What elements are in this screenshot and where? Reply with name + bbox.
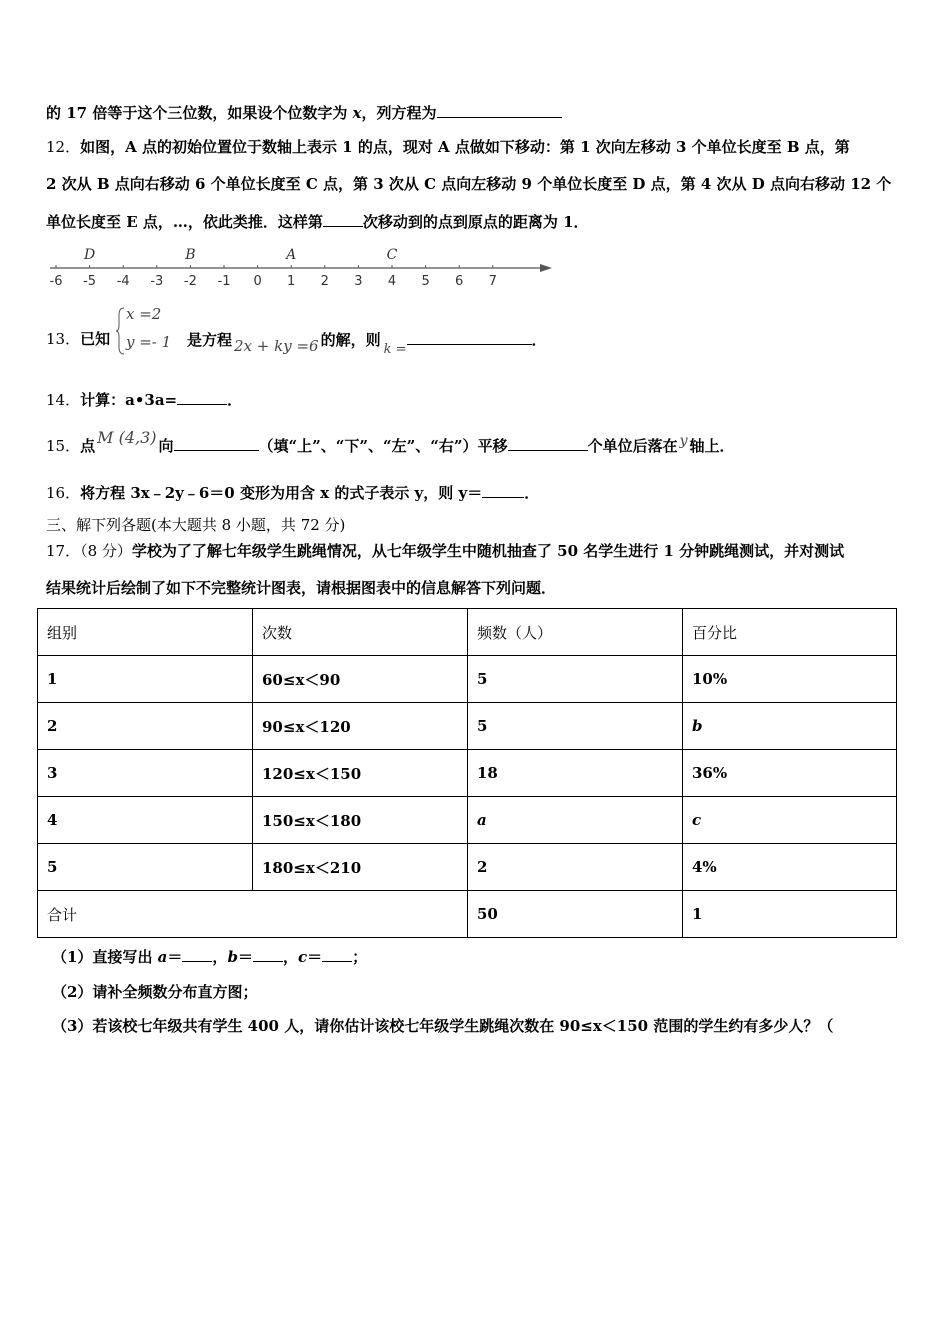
q11-text-post: ，列方程为 — [361, 104, 437, 122]
sub1-var-a: a — [157, 948, 168, 966]
cell-percent: c — [683, 797, 897, 844]
section-3-heading: 三、解下列各题(本大题共 8 小题，共 72 分) — [46, 516, 346, 534]
q17-number: 17． — [46, 542, 81, 560]
sub1-var-b: b — [227, 948, 238, 966]
q13-var-k: k = — [383, 342, 407, 357]
q16-line: 16．将方程 3x﹣2y﹣6＝0 变形为用含 x 的式子表示 y，则 y＝ ． — [46, 484, 540, 502]
table-row — [38, 703, 897, 750]
cell-range: 150≤x＜180 — [253, 797, 468, 844]
table-header-row — [38, 609, 897, 656]
q12-number: 12． — [46, 138, 81, 156]
header-frequency: 频数（人） — [468, 609, 683, 656]
q14-text: 计算：a•3a= — [80, 391, 178, 409]
q12-text-1: 如图，A 点的初始位置位于数轴上表示 1 的点，现对 A 点做如下移动：第 1 次向左移动 3 个单位长度至 B 点，第 — [80, 138, 850, 156]
q13-equation-3: 2x + ky =6 — [234, 337, 319, 355]
table-row — [38, 656, 897, 703]
cell-percent: 36% — [683, 750, 897, 797]
sub1-a-blank[interactable] — [182, 946, 212, 962]
table-row — [38, 797, 897, 844]
q15-text-mid3: 个单位后落在 — [587, 437, 678, 455]
q17-score: （8 分） — [80, 542, 132, 560]
number-line-point-d: D — [83, 247, 96, 263]
cell-total-percent: 1 — [683, 891, 897, 938]
q12-line3 — [46, 211, 589, 232]
cell-frequency: 5 — [468, 656, 683, 703]
number-line-tick-label: 7 — [488, 274, 497, 289]
cell-range: 120≤x＜150 — [253, 750, 468, 797]
cell-percent: 4% — [683, 844, 897, 891]
q14-line: 14．计算：a•3a= ． — [46, 391, 243, 409]
number-line-tick-label: 4 — [387, 274, 397, 289]
q17-line2 — [46, 578, 556, 598]
q15-line — [46, 428, 735, 457]
q16-answer-blank[interactable] — [482, 482, 524, 498]
q15-text-pre: 点 — [80, 437, 96, 455]
sub1-comma: ， — [282, 948, 298, 966]
number-line-point-c: C — [386, 247, 398, 263]
q15-axis-y: y — [679, 433, 688, 449]
number-line-point-a: A — [286, 247, 297, 263]
q13-text-pre: 已知 — [80, 330, 111, 348]
sub1-var-c: c — [297, 948, 308, 966]
table-row — [38, 750, 897, 797]
cell-range: 90≤x＜120 — [253, 703, 468, 750]
number-line-tick-label: -4 — [116, 274, 130, 289]
q17-text-2: 结果统计后绘制了如下不完整统计图表，请根据图表中的信息解答下列问题． — [46, 579, 557, 597]
q12-text-3b: 次移动到的点到原点的距离为 1． — [362, 213, 589, 231]
q16-text: 将方程 3x﹣2y﹣6＝0 变形为用含 x 的式子表示 y，则 y＝ — [80, 484, 483, 502]
number-line-tick-label: 6 — [455, 274, 464, 289]
q13-system — [116, 305, 176, 355]
sub-question-2: （2）请补全频数分布直方图； — [52, 983, 258, 1001]
number-line-points — [83, 247, 398, 263]
table-row — [38, 844, 897, 891]
header-group: 组别 — [38, 609, 253, 656]
q11-answer-blank[interactable] — [437, 102, 562, 118]
header-percent: 百分比 — [683, 609, 897, 656]
q15-text-mid2: （填“上”、“下”、“左”、“右”）平移 — [258, 437, 508, 455]
table-total-row — [38, 891, 897, 938]
cell-frequency: 18 — [468, 750, 683, 797]
q13-line — [46, 329, 110, 349]
q12-text-3a: 单位长度至 E 点，…，依此类推．这样第 — [46, 213, 323, 231]
cell-total-frequency: 50 — [468, 891, 683, 938]
number-line-tick-label: -5 — [83, 274, 97, 289]
cell-percent: b — [683, 703, 897, 750]
number-line-arrow-icon — [540, 264, 552, 272]
brace-icon — [116, 307, 126, 355]
number-line-tick-label: 3 — [354, 274, 363, 289]
q11-text: 的 17 倍等于这个三位数，如果设个位数字为 — [46, 104, 353, 122]
q17-text-1: 学校为了了解七年级学生跳绳情况，从七年级学生中随机抽查了 50 名学生进行 1 分钟跳绳测试，并对测试 — [131, 542, 845, 560]
q13-answer-blank[interactable] — [407, 329, 532, 345]
sub-question-3: （3）若该校七年级共有学生 400 人，请你估计该校七年级学生跳绳次数在 90≤x＜150 范围的学生约有多少人？（ — [52, 1017, 834, 1035]
cell-frequency: a — [468, 797, 683, 844]
q14-number: 14． — [46, 391, 81, 409]
cell-frequency: 2 — [468, 844, 683, 891]
cell-group: 3 — [38, 750, 253, 797]
q13-text-post: 的解，则 — [320, 331, 381, 349]
q13-equation-2: y =- 1 — [126, 333, 172, 351]
q15-text-post: 轴上． — [689, 437, 735, 455]
q11-tail — [46, 102, 562, 123]
number-line-point-b: B — [185, 247, 196, 263]
q12-text-2: 2 次从 B 点向右移动 6 个单位长度至 C 点，第 3 次从 C 点向左移动 9 个单位长度至 D 点，第 4 次从 D 点向右移动 12 个 — [46, 175, 892, 193]
q13-number: 13． — [46, 330, 81, 348]
number-line-tick-label: 1 — [287, 274, 296, 289]
q14-answer-blank[interactable] — [177, 389, 227, 405]
q11-var: x — [352, 104, 362, 122]
cell-group: 5 — [38, 844, 253, 891]
sub-question-1 — [52, 946, 367, 967]
number-line-tick-label: -6 — [49, 274, 63, 289]
cell-frequency: 5 — [468, 703, 683, 750]
sub1-eq: ＝ — [237, 948, 253, 966]
number-line-tick-label: -3 — [150, 274, 164, 289]
sub1-text: （1）直接写出 — [52, 948, 158, 966]
cell-group: 1 — [38, 656, 253, 703]
frequency-table — [37, 608, 897, 938]
sub1-end: ； — [352, 948, 368, 966]
q13-text-mid: 是方程 — [187, 331, 233, 349]
number-line-tick-label: -2 — [183, 274, 197, 289]
sub1-b-blank[interactable] — [253, 946, 283, 962]
q15-number: 15． — [46, 437, 81, 455]
cell-range: 180≤x＜210 — [253, 844, 468, 891]
sub1-c-blank[interactable] — [322, 946, 352, 962]
number-line-tick-label: 5 — [421, 274, 430, 289]
q15-units-blank[interactable] — [508, 435, 588, 451]
number-line-tick-label: -1 — [217, 274, 231, 289]
sub1-comma: ， — [212, 948, 228, 966]
cell-range: 60≤x＜90 — [253, 656, 468, 703]
q13-line-rest: 是方程 2x + ky =6 的解，则k =． — [187, 331, 547, 357]
cell-group: 4 — [38, 797, 253, 844]
q16-number: 16． — [46, 484, 81, 502]
q12-answer-blank[interactable] — [323, 211, 363, 227]
q12-line1 — [46, 137, 850, 157]
q13-equation-1: x =2 — [126, 305, 162, 323]
header-count: 次数 — [253, 609, 468, 656]
number-line-ticks — [50, 265, 497, 289]
number-line-tick-label: 0 — [253, 274, 262, 289]
q15-text-mid1: 向 — [158, 437, 174, 455]
sub1-eq: ＝ — [307, 948, 323, 966]
cell-total-label: 合计 — [38, 891, 468, 938]
q15-point-m: M (4,3) — [97, 428, 157, 447]
cell-group: 2 — [38, 703, 253, 750]
number-line — [40, 242, 560, 292]
q17-line1 — [46, 541, 844, 561]
q12-line2 — [46, 174, 891, 194]
cell-percent: 10% — [683, 656, 897, 703]
sub1-eq: ＝ — [167, 948, 183, 966]
q15-direction-blank[interactable] — [174, 435, 259, 451]
number-line-tick-label: 2 — [320, 274, 329, 289]
